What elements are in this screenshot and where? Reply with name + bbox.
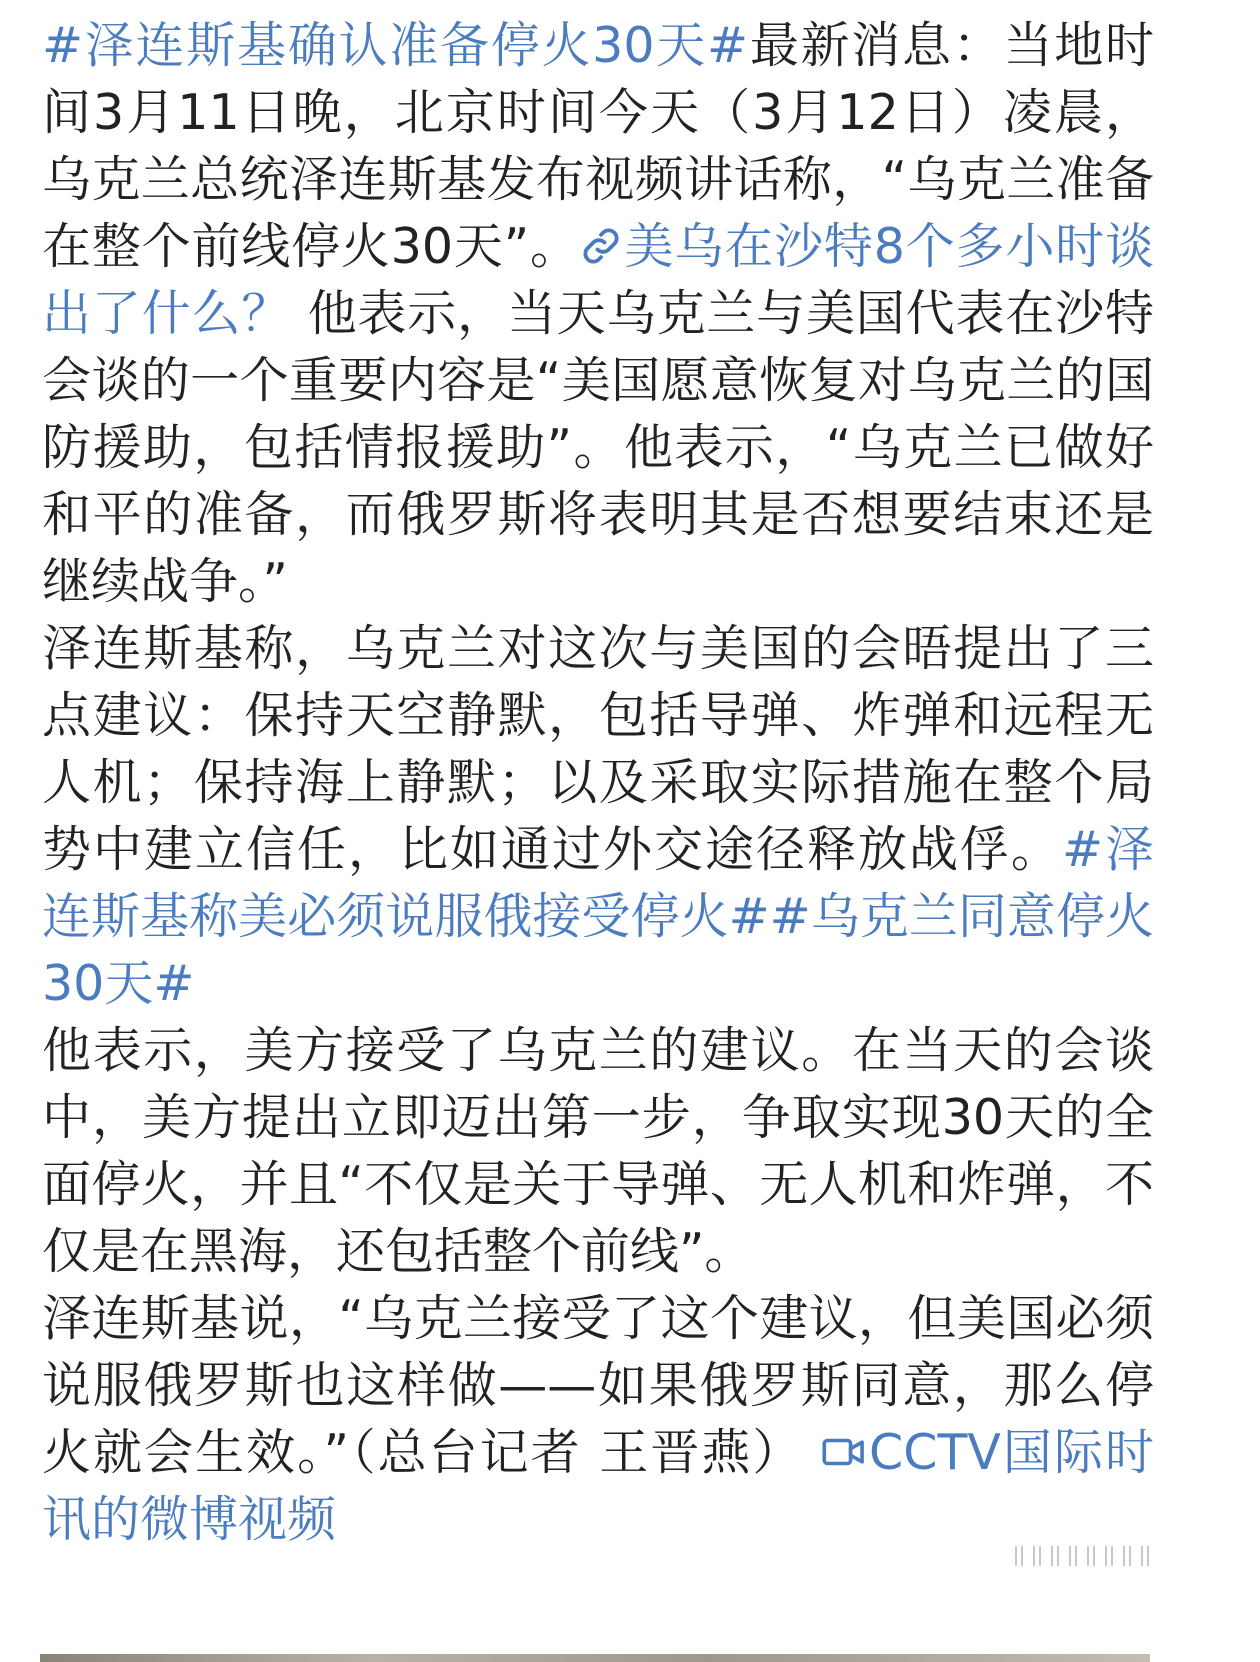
paragraph-2	[42, 615, 1154, 1017]
paragraph-4	[42, 1285, 1154, 1553]
video-link-label: CCTV国际时讯的微博视频	[42, 1424, 1154, 1548]
post-text: 他表示，美方接受了乌克兰的建议。在当天的会谈中，美方提出立即迈出第一步，争取实现30天的全面停火，并且“不仅是关于导弹、无人机和炸弹，不仅是在黑海，还包括整个前线”。	[42, 1022, 1154, 1280]
watermark-icon	[1012, 1542, 1162, 1570]
topic-tag-persuade-russia[interactable]: #泽连斯基称美必须说服俄接受停火#	[42, 821, 1154, 945]
article-link-label: 美乌在沙特8个多小时谈出了什么？	[42, 218, 1154, 342]
topic-tag-ceasefire-30-days[interactable]: #泽连斯基确认准备停火30天#	[42, 17, 749, 74]
paragraph-1	[42, 12, 1154, 615]
post-text: 最新消息：当地时间3月11日晚，北京时间今天（3月12日）凌晨，乌克兰总统泽连斯基发布视频讲话称，“乌克兰准备在整个前线停火30天”。	[42, 17, 1154, 275]
video-camera-icon	[821, 1432, 867, 1472]
link-icon	[580, 225, 622, 267]
paragraph-3	[42, 1017, 1154, 1285]
post-text: 他表示，当天乌克兰与美国代表在沙特会谈的一个重要内容是“美国愿意恢复对乌克兰的国防援助，包括情报援助”。他表示，“乌克兰已做好和平的准备，而俄罗斯将表明其是否想要结束还是继续战争。”	[42, 285, 1154, 610]
image-preview-strip[interactable]	[40, 1654, 1150, 1662]
post-body	[42, 12, 1154, 1553]
post-text: 泽连斯基称，乌克兰对这次与美国的会晤提出了三点建议：保持天空静默，包括导弹、炸弹和远程无人机；保持海上静默；以及采取实际措施在整个局势中建立信任，比如通过外交途径释放战俘。	[42, 620, 1154, 878]
post-text: 泽连斯基说，“乌克兰接受了这个建议，但美国必须说服俄罗斯也这样做——如果俄罗斯同意，那么停火就会生效。”（总台记者 王晋燕）	[42, 1290, 1154, 1481]
topic-tag-ukraine-agrees[interactable]: #乌克兰同意停火30天#	[42, 888, 1154, 1012]
